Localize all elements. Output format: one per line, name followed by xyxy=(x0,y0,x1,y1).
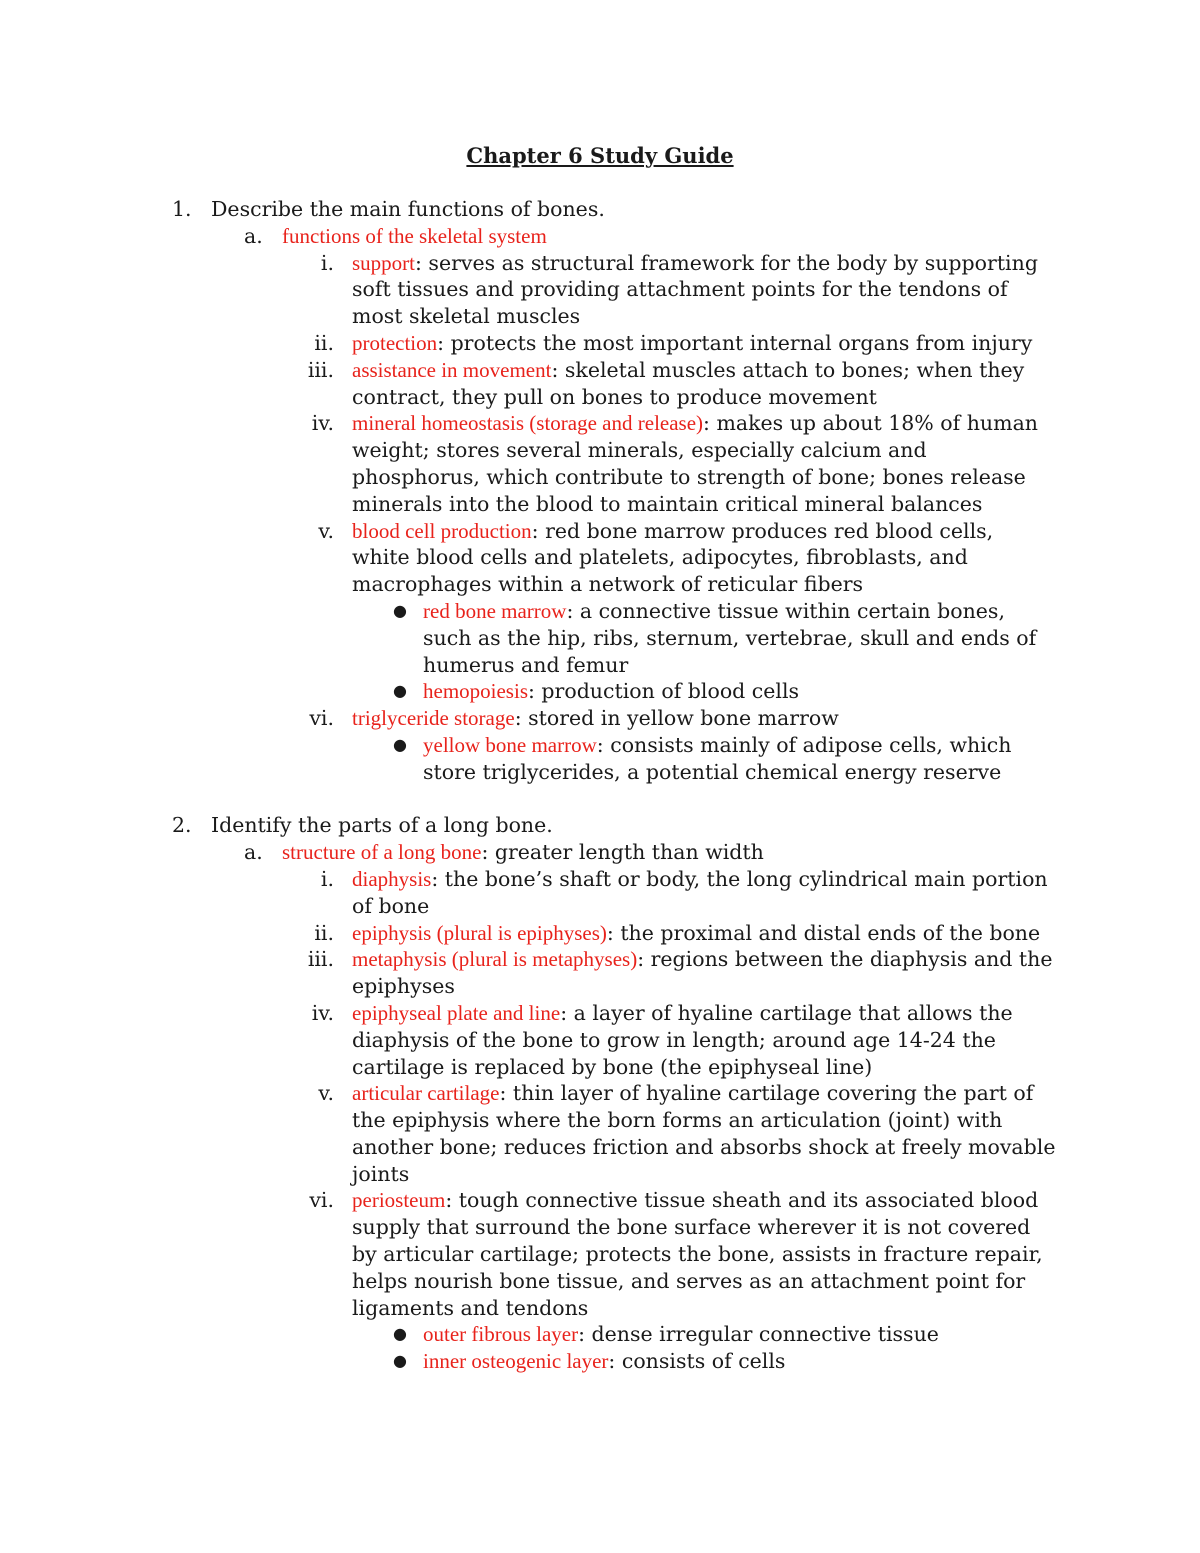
bullet-term: hemopoiesis xyxy=(423,679,528,704)
bullet-item xyxy=(0,1321,1200,1348)
question-1 xyxy=(0,196,1200,223)
list-item xyxy=(0,920,1200,947)
item-marker: ii. xyxy=(314,920,334,945)
item-term: diaphysis xyxy=(352,866,432,891)
section-heading xyxy=(0,223,1200,250)
bullet-term: red bone marrow xyxy=(423,598,567,623)
item-definition: : thin layer of hyaline cartilage covering the part of the epiphysis where the born forms an articulation (joint) with another bone; reduces friction and absorbs shock at freely movable joints xyxy=(352,1081,1056,1186)
list-item xyxy=(0,946,1200,1000)
item-term: mineral homeostasis (storage and release) xyxy=(352,411,704,436)
item-term: support xyxy=(352,250,415,275)
section-heading xyxy=(0,839,1200,866)
item-term: metaphysis (plural is metaphyses) xyxy=(352,947,638,972)
list-item xyxy=(0,866,1200,920)
section-marker: a. xyxy=(244,223,263,248)
item-marker: v. xyxy=(318,518,334,543)
bullet-definition: : dense irregular connective tissue xyxy=(578,1322,939,1347)
list-item xyxy=(0,1000,1200,1080)
item-marker: ii. xyxy=(314,330,334,355)
item-definition: : tough connective tissue sheath and its associated blood supply that surround the bone surface wherever it is not covered by articular cartilage; protects the bone, assists in fracture repair, helps nourish bone tissue, and serves as an attachment point for ligaments and tendons xyxy=(352,1188,1043,1320)
item-term: periosteum xyxy=(352,1188,446,1213)
item-marker: i. xyxy=(320,866,334,891)
item-definition: : a layer of hyaline cartilage that allows the diaphysis of the bone to grow in length; around age 14-24 the cartilage is replaced by bone (the epiphyseal line) xyxy=(352,1000,1013,1079)
list-item xyxy=(0,518,1200,598)
item-definition: : serves as structural framework for the body by supporting soft tissues and providing attachment points for the tendons of most skeletal muscles xyxy=(352,250,1038,329)
item-term: articular cartilage xyxy=(352,1081,500,1106)
bullet-definition: : a connective tissue within certain bones, such as the hip, ribs, sternum, vertebrae, skull and ends of humerus and femur xyxy=(423,598,1037,677)
item-term: blood cell production xyxy=(352,518,532,543)
list-item xyxy=(0,705,1200,732)
item-marker: v. xyxy=(318,1081,334,1106)
item-term: epiphysis (plural is epiphyses) xyxy=(352,920,607,945)
question-marker: 2. xyxy=(172,813,192,838)
list-item xyxy=(0,357,1200,411)
question-marker: 1. xyxy=(172,197,192,221)
bullet-icon: ● xyxy=(393,681,407,701)
section-marker: a. xyxy=(244,840,263,865)
bullet-term: outer fibrous layer xyxy=(423,1322,579,1347)
list-item xyxy=(0,410,1200,517)
item-definition: : the proximal and distal ends of the bone xyxy=(606,920,1041,945)
item-marker: iii. xyxy=(307,357,334,382)
item-definition: : red bone marrow produces red blood cells, white blood cells and platelets, adipocytes, fibroblasts, and macrophages within a network of reticular fibers xyxy=(352,518,994,597)
bullet-item xyxy=(0,678,1200,705)
bullet-icon: ● xyxy=(393,600,407,620)
question-2 xyxy=(0,812,1200,839)
bullet-item xyxy=(0,598,1200,678)
list-item xyxy=(0,330,1200,357)
bullet-icon: ● xyxy=(393,1351,407,1371)
bullet-icon: ● xyxy=(393,734,407,754)
item-marker: vi. xyxy=(309,1188,334,1213)
item-definition: : regions between the diaphysis and the epiphyses xyxy=(352,947,1053,999)
item-marker: vi. xyxy=(309,706,334,731)
item-term: triglyceride storage xyxy=(352,706,515,731)
bullet-term: yellow bone marrow xyxy=(423,732,597,757)
bullet-item xyxy=(0,1348,1200,1375)
list-item xyxy=(0,1080,1200,1187)
item-marker: iii. xyxy=(307,947,334,972)
page-title: Chapter 6 Study Guide xyxy=(466,143,734,168)
bullet-icon: ● xyxy=(393,1324,407,1344)
section-term: structure of a long bone xyxy=(282,840,482,865)
bullet-term: inner osteogenic layer xyxy=(423,1349,609,1374)
item-term: assistance in movement xyxy=(352,357,552,382)
item-definition: : makes up about 18% of human weight; stores several minerals, especially calcium and phosphorus, which contribute to strength of bone; bones release minerals into the blood to maintain critical mineral balances xyxy=(352,411,1039,516)
section-rest: : greater length than width xyxy=(481,840,764,865)
list-item xyxy=(0,1187,1200,1321)
bullet-definition: : consists of cells xyxy=(608,1349,786,1374)
item-term: epiphyseal plate and line xyxy=(352,1000,561,1025)
question-text: Identify the parts of a long bone. xyxy=(211,813,553,838)
study-guide-list xyxy=(0,196,1200,1375)
item-marker: i. xyxy=(320,250,334,275)
item-definition: : stored in yellow bone marrow xyxy=(514,706,839,731)
bullet-definition: : production of blood cells xyxy=(528,679,800,704)
item-definition: : skeletal muscles attach to bones; when they contract, they pull on bones to produce movement xyxy=(352,357,1025,409)
question-text: Describe the main functions of bones. xyxy=(211,197,605,221)
spacer xyxy=(0,786,1200,813)
bullet-definition: : consists mainly of adipose cells, which store triglycerides, a potential chemical energy reserve xyxy=(423,732,1012,784)
item-definition: : protects the most important internal organs from injury xyxy=(437,330,1033,355)
item-definition: : the bone’s shaft or body, the long cylindrical main portion of bone xyxy=(352,866,1048,918)
bullet-item xyxy=(0,732,1200,786)
list-item xyxy=(0,250,1200,330)
item-term: protection xyxy=(352,330,438,355)
item-marker: iv. xyxy=(311,1000,334,1025)
section-term: functions of the skeletal system xyxy=(282,223,547,248)
item-marker: iv. xyxy=(311,411,334,436)
